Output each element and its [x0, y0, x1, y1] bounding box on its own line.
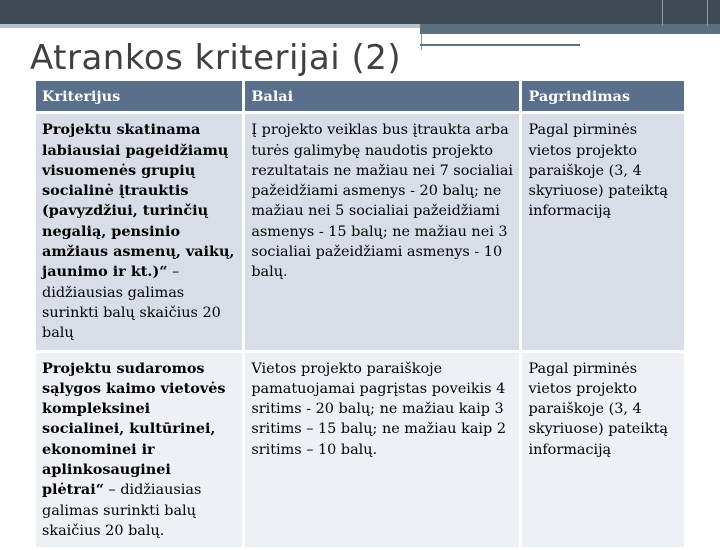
header-points: Balai	[244, 81, 521, 113]
table-header-row	[36, 81, 684, 113]
criterion-bold-text: Projektu skatinama labiausiai pageidžiamų visuomenės grupių socialinė įtrauktis (pavyzdžiui, turinčių negalią, pensinio amžiaus asmenų, vaikų, jaunimo ir kt.)“	[42, 121, 235, 281]
criterion-cell	[36, 351, 244, 549]
points-cell: Į projekto veiklas bus įtraukta arba turės galimybę naudotis projekto rezultatais ne mažiau nei 7 socialiai pažeidžiami asmenys - 20 balų; ne mažiau nei 5 socialiai pažeidžiami asmenys - 15 balų; ne mažiau nei 3 socialiai pažeidžiami asmenys - 10 balų.	[244, 113, 521, 351]
criterion-rest-text: – didžiausias galimas surinkti balų skaičius 20 balų.	[42, 482, 202, 539]
title-decor-underline	[420, 44, 580, 46]
criterion-cell	[36, 113, 244, 351]
criterion-rest-text: – didžiausias galimas surinkti balų skaičius 20 balų	[42, 264, 221, 342]
criteria-table	[36, 81, 684, 550]
decor-vertical-line	[421, 34, 422, 50]
justification-cell: Pagal pirminės vietos projekto paraiškoje (3, 4 skyriuose) pateiktą informaciją	[521, 113, 684, 351]
points-cell: Vietos projekto paraiškoje pamatuojamai pagrįstas poveikis 4 sritims - 20 balų; ne mažiau kaip 3 sritims – 15 balų; ne mažiau kaip 2 sritims – 10 balų.	[244, 351, 521, 549]
top-decor-thin-bar	[0, 24, 420, 28]
justification-cell: Pagal pirminės vietos projekto paraiškoje (3, 4 skyriuose) pateiktą informaciją	[521, 351, 684, 549]
slide-title: Atrankos kriterijai (2)	[30, 38, 402, 78]
header-criterion: Kriterijus	[36, 81, 244, 113]
criterion-bold-text: Projektu sudaromos sąlygos kaimo vietovės kompleksinei socialinei, kultūrinei, ekonominei ir aplinkosauginei plėtrai“	[42, 359, 226, 499]
corner-decor-box	[662, 0, 708, 26]
top-decor-bar	[0, 0, 720, 24]
table-row	[36, 113, 684, 351]
header-justification: Pagrindimas	[521, 81, 684, 113]
table-row	[36, 351, 684, 549]
